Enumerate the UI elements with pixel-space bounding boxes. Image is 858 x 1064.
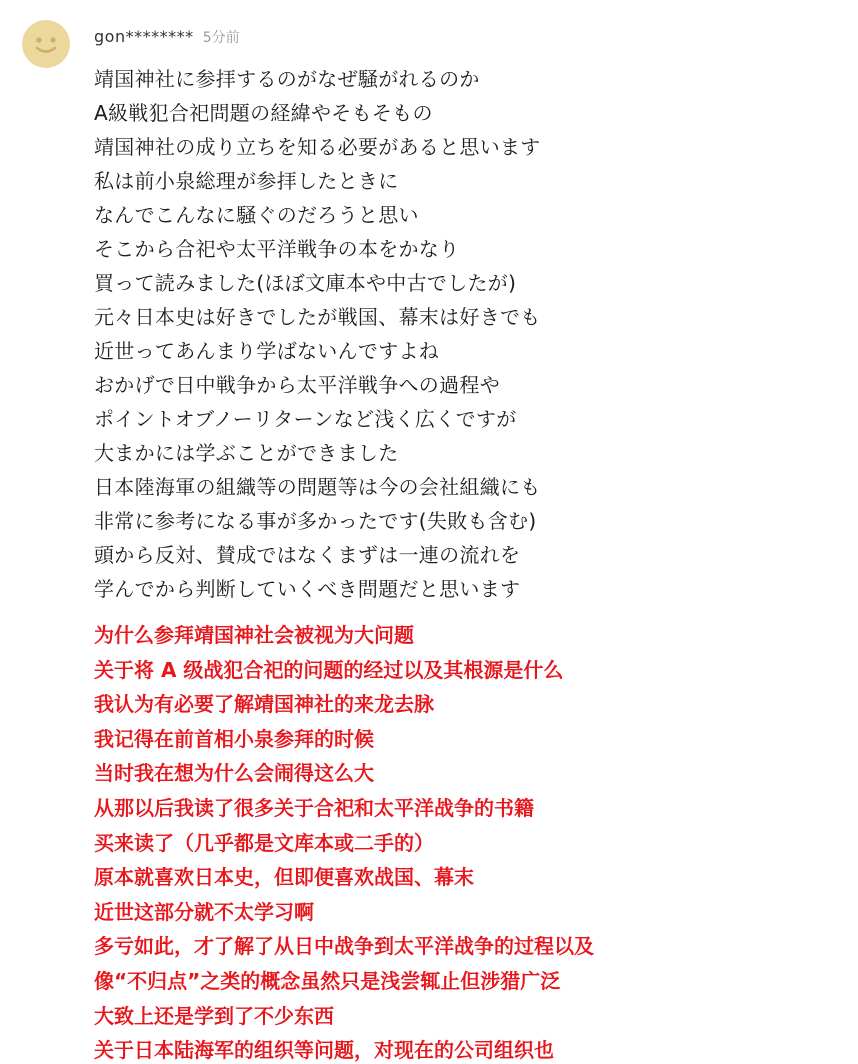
comment-body-translation (94, 618, 834, 1064)
original-text-line: 靖国神社の成り立ちを知る必要があると思います (94, 135, 541, 159)
translation-text-line: 多亏如此，才了解了从日中战争到太平洋战争的过程以及 (94, 934, 594, 959)
translation-text-line: 关于将 A 级战犯合祀的问题的经过以及其根源是什么 (94, 657, 564, 682)
user-avatar[interactable] (22, 20, 70, 68)
smiley-face-icon (22, 20, 70, 68)
translation-text-line: 我认为有必要了解靖国神社的来龙去脉 (94, 692, 434, 717)
translation-text-line: 买来读了（几乎都是文库本或二手的） (94, 830, 434, 855)
translation-text-line: 当时我在想为什么会闹得这么大 (94, 761, 374, 786)
translation-text-line: 我记得在前首相小泉参拜的时候 (94, 726, 374, 751)
comment-body-original (94, 62, 834, 606)
original-text-line: ポイントオブノーリターンなど浅く広くですが (94, 407, 517, 431)
comment-meta (94, 26, 240, 48)
comment-timestamp: 5分前 (202, 30, 240, 46)
original-text-line: 元々日本史は好きでしたが戦国、幕末は好きでも (94, 305, 541, 329)
translation-text-line: 像“不归点”之类的概念虽然只是浅尝辄止但涉猎广泛 (94, 968, 561, 993)
original-text-line: 靖国神社に参拝するのがなぜ騒がれるのか (94, 67, 480, 91)
translation-text-line: 为什么参拜靖国神社会被视为大问题 (94, 623, 414, 647)
translation-text-line: 大致上还是学到了不少东西 (94, 1003, 334, 1028)
original-text-line: 大まかには学ぶことができました (94, 441, 399, 465)
original-text-line: なんでこんなに騒ぐのだろうと思い (94, 203, 419, 227)
original-text-line: 日本陸海軍の組織等の問題等は今の会社組織にも (94, 475, 541, 499)
original-text-line: 私は前小泉総理が参拝したときに (94, 169, 399, 193)
original-text-line: A級戦犯合祀問題の経緯やそもそもの (94, 101, 433, 125)
original-text-line: そこから合祀や太平洋戦争の本をかなり (94, 237, 460, 261)
translation-text-line: 从那以后我读了很多关于合祀和太平洋战争的书籍 (94, 795, 534, 820)
translation-text-line: 近世这部分就不太学习啊 (94, 899, 314, 924)
translation-text-line: 关于日本陆海军的组织等问题，对现在的公司组织也 (94, 1038, 554, 1063)
original-text-line: 非常に参考になる事が多かったです(失敗も含む) (94, 509, 537, 533)
original-text-line: 学んでから判断していくべき問題だと思います (94, 577, 521, 601)
original-text-line: 近世ってあんまり学ばないんですよね (94, 339, 440, 363)
original-text-line: 頭から反対、賛成ではなくまずは一連の流れを (94, 543, 521, 567)
translation-text-line: 原本就喜欢日本史，但即便喜欢战国、幕末 (94, 865, 474, 890)
username[interactable]: gon******** (94, 27, 194, 46)
original-text-line: 買って読みました(ほぼ文庫本や中古でしたが) (94, 271, 517, 295)
original-text-line: おかげで日中戦争から太平洋戦争への過程や (94, 373, 500, 397)
